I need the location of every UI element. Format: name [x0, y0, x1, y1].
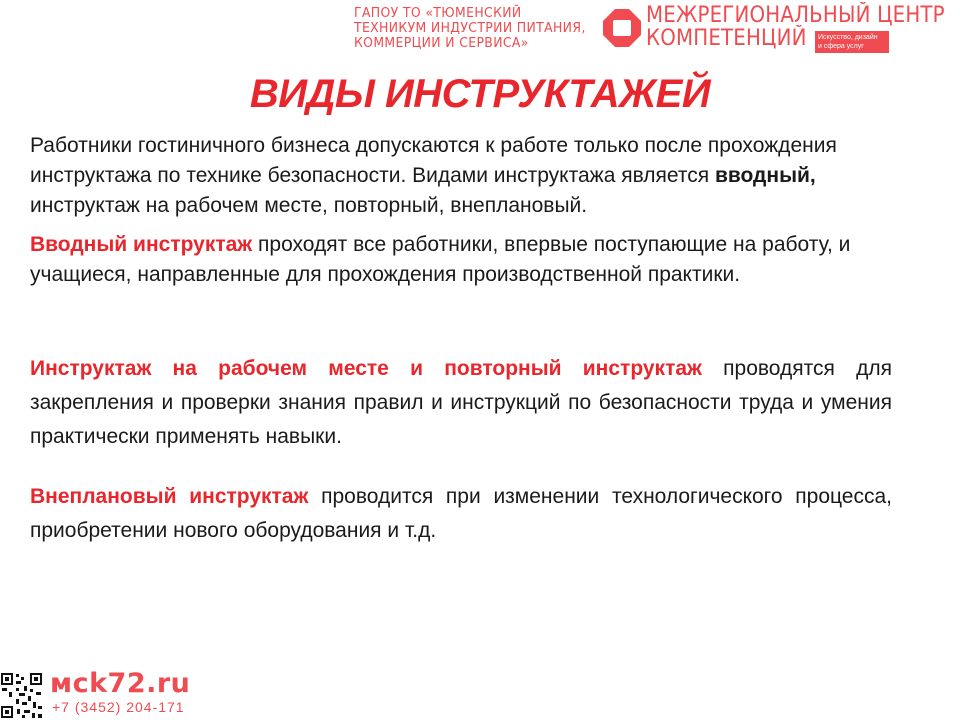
- org-name-line-1: ГАПОУ ТО «ТЮМЕНСКИЙ: [354, 5, 522, 21]
- website-link[interactable]: мck72.ru: [50, 668, 191, 699]
- org-name-line-3: КОММЕРЦИИ И СЕРВИСА»: [354, 35, 529, 51]
- workplace-briefing-text: проводятся для закрепления и проверки знания правил и инструкций по безопасности труда и умения практически применять навыки.: [30, 357, 893, 448]
- center-logo-icon: [602, 8, 642, 48]
- center-name-line-1: МЕЖРЕГИОНАЛЬНЫЙ ЦЕНТР: [646, 3, 945, 28]
- unscheduled-briefing-highlight: Внеплановый инструктаж: [30, 485, 309, 508]
- org-name-line-2: ТЕХНИКУМ ИНДУСТРИИ ПИТАНИЯ,: [354, 20, 586, 36]
- workplace-briefing-paragraph: [30, 352, 892, 454]
- center-tag-badge: [815, 31, 889, 53]
- competence-center-name: [646, 4, 960, 50]
- unscheduled-briefing-paragraph: [30, 480, 892, 548]
- intro-text-b: инструктаж на рабочем месте, повторный, внеплановый.: [30, 194, 588, 217]
- introductory-briefing-paragraph: [30, 230, 900, 290]
- center-tag-line-2: и сфера услуг: [818, 42, 864, 50]
- center-tag-line-1: Искусство, дизайн: [818, 34, 878, 41]
- unscheduled-briefing-text: проводится при изменении технологического процесса, приобретении нового оборудования и т.д.: [30, 485, 892, 542]
- intro-bold: вводный,: [714, 164, 816, 187]
- intro-paragraph: [30, 131, 900, 221]
- center-name-line-2: КОМПЕТЕНЦИЙ: [646, 26, 807, 51]
- introductory-briefing-text: проходят все работники, впервые поступающие на работу, и учащиеся, направленные для прохождения производственной практики.: [30, 233, 851, 286]
- intro-text-a: Работники гостиничного бизнеса допускаются к работе только после прохождения инструктажа по технике безопасности. Видами инструктажа является: [30, 134, 837, 187]
- introductory-briefing-highlight: Вводный инструктаж: [30, 233, 253, 256]
- workplace-briefing-highlight: Инструктаж на рабочем месте и повторный инструктаж: [30, 357, 702, 380]
- org-name: [354, 6, 604, 51]
- page-title: ВИДЫ ИНСТРУКТАЖЕЙ: [249, 72, 711, 116]
- phone-number: +7 (3452) 204-171: [52, 699, 185, 715]
- qr-code-icon: [0, 672, 44, 720]
